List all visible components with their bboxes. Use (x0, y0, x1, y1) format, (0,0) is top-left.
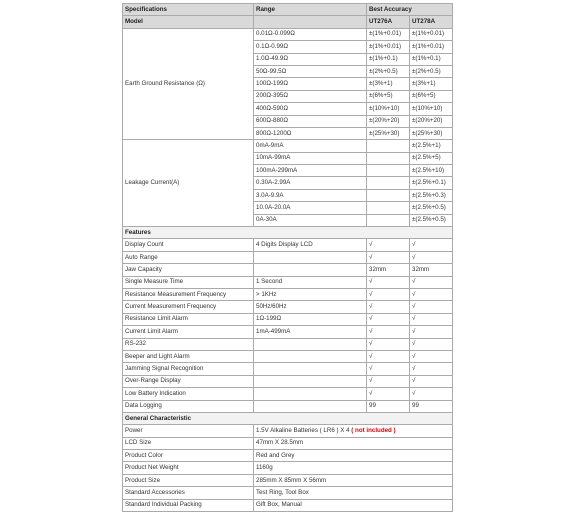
earth-ground-accuracy-ut278a: ±(20%+20) (410, 115, 453, 127)
leakage-current-accuracy-ut276a (367, 140, 410, 152)
earth-ground-range: 100Ω-199Ω (254, 78, 367, 90)
feature-ut278a: √ (410, 239, 453, 251)
table-row (123, 425, 453, 437)
feature-ut276a: √ (367, 313, 410, 325)
feature-range: 50Hz/60Hz (254, 301, 367, 313)
earth-ground-label: Earth Ground Resistance (Ω) (123, 28, 254, 140)
feature-name: Single Measure Time (123, 276, 254, 288)
power-battery-text: 1.5V Alkaline Batteries ( LR6 ) X 4 (256, 426, 350, 434)
feature-ut276a: 99 (367, 400, 410, 412)
leakage-current-range: 3.0A-9.9A (254, 189, 367, 201)
earth-ground-accuracy-ut276a: ±(1%+0.01) (367, 41, 410, 53)
feature-range (254, 264, 367, 276)
earth-ground-range: 0.1Ω-0.99Ω (254, 41, 367, 53)
feature-ut278a: √ (410, 313, 453, 325)
earth-ground-accuracy-ut278a: ±(1%+0.01) (410, 28, 453, 40)
earth-ground-accuracy-ut276a: ±(3%+1) (367, 78, 410, 90)
table-row (123, 450, 453, 462)
general-value: Test Ring, Tool Box (254, 487, 453, 499)
feature-range (254, 375, 367, 387)
table-row (123, 239, 453, 251)
leakage-current-range: 100mA-299mA (254, 165, 367, 177)
earth-ground-range: 50Ω-99.5Ω (254, 65, 367, 77)
earth-ground-accuracy-ut276a: ±(2%+0.5) (367, 65, 410, 77)
feature-ut278a: √ (410, 276, 453, 288)
feature-range: 4 Digits Display LCD (254, 239, 367, 251)
table-row (123, 288, 453, 300)
model-ut278a: UT278A (410, 16, 453, 28)
leakage-current-range: 0mA-9mA (254, 140, 367, 152)
feature-name: Current Limit Alarm (123, 326, 254, 338)
leakage-current-accuracy-ut278a: ±(2.5%+0.5) (410, 202, 453, 214)
feature-ut278a: 32mm (410, 264, 453, 276)
feature-ut278a: √ (410, 375, 453, 387)
table-row (123, 28, 453, 40)
earth-ground-accuracy-ut278a: ±(6%+5) (410, 90, 453, 102)
earth-ground-range: 200Ω-395Ω (254, 90, 367, 102)
leakage-current-accuracy-ut276a (367, 214, 410, 226)
table-row (123, 375, 453, 387)
feature-name: Over-Range Display (123, 375, 254, 387)
feature-range: > 1KHz (254, 288, 367, 300)
general-value: 47mm X 28.5mm (254, 437, 453, 449)
feature-ut276a: √ (367, 350, 410, 362)
feature-ut278a: √ (410, 288, 453, 300)
table-header-row (123, 4, 453, 16)
earth-ground-range: 400Ω-590Ω (254, 103, 367, 115)
earth-ground-accuracy-ut278a: ±(3%+1) (410, 78, 453, 90)
general-name: Standard Individual Packing (123, 499, 254, 511)
earth-ground-accuracy-ut276a: ±(1%+0.01) (367, 28, 410, 40)
leakage-current-accuracy-ut276a (367, 165, 410, 177)
leakage-current-accuracy-ut278a: ±(2.5%+0.1) (410, 177, 453, 189)
feature-name: Data Logging (123, 400, 254, 412)
leakage-current-range: 0A-30A (254, 214, 367, 226)
earth-ground-accuracy-ut276a: ±(1%+0.1) (367, 53, 410, 65)
not-included-note: ( not included ) (351, 426, 396, 434)
specifications-table (122, 3, 453, 512)
earth-ground-accuracy-ut276a: ±(25%+30) (367, 127, 410, 139)
features-section-row (123, 227, 453, 239)
feature-range (254, 363, 367, 375)
earth-ground-range: 0.01Ω-0.099Ω (254, 28, 367, 40)
feature-ut276a: √ (367, 239, 410, 251)
table-row (123, 338, 453, 350)
table-row (123, 474, 453, 486)
features-heading: Features (123, 227, 453, 239)
general-value: 285mm X 85mm X 56mm (254, 474, 453, 486)
feature-name: Current Measurement Frequency (123, 301, 254, 313)
general-value: 1160g (254, 462, 453, 474)
table-row (123, 487, 453, 499)
feature-ut278a: 99 (410, 400, 453, 412)
feature-ut276a: √ (367, 375, 410, 387)
general-name: Product Color (123, 450, 254, 462)
header-spec: Specifications (123, 4, 254, 16)
power-value (254, 425, 453, 437)
feature-name: Low Battery Indication (123, 388, 254, 400)
leakage-current-accuracy-ut278a: ±(2.5%+5) (410, 152, 453, 164)
table-row (123, 301, 453, 313)
general-name: Standard Accessories (123, 487, 254, 499)
feature-ut276a: 32mm (367, 264, 410, 276)
feature-range (254, 400, 367, 412)
earth-ground-accuracy-ut278a: ±(2%+0.5) (410, 65, 453, 77)
feature-name: RS-232 (123, 338, 254, 350)
feature-ut278a: √ (410, 338, 453, 350)
earth-ground-accuracy-ut278a: ±(10%+10) (410, 103, 453, 115)
feature-ut276a: √ (367, 301, 410, 313)
feature-ut278a: √ (410, 363, 453, 375)
general-heading: General Characteristic (123, 412, 453, 424)
leakage-current-accuracy-ut276a (367, 177, 410, 189)
feature-ut276a: √ (367, 338, 410, 350)
feature-range: 1mA-499mA (254, 326, 367, 338)
table-row (123, 350, 453, 362)
general-section-row (123, 412, 453, 424)
leakage-current-accuracy-ut278a: ±(2.5%+10) (410, 165, 453, 177)
feature-name: Auto Range (123, 251, 254, 263)
general-value: Red and Grey (254, 450, 453, 462)
feature-range: 1 Second (254, 276, 367, 288)
leakage-current-accuracy-ut276a (367, 202, 410, 214)
leakage-current-range: 10.0A-20.0A (254, 202, 367, 214)
table-row (123, 140, 453, 152)
feature-ut276a: √ (367, 288, 410, 300)
feature-ut278a: √ (410, 251, 453, 263)
table-row (123, 276, 453, 288)
general-name: Product Size (123, 474, 254, 486)
feature-name: Jamming Signal Recognition (123, 363, 254, 375)
model-row (123, 16, 453, 28)
general-name: Product Net Weight (123, 462, 254, 474)
header-accuracy: Best Accuracy (367, 4, 453, 16)
leakage-current-range: 10mA-99mA (254, 152, 367, 164)
feature-name: Display Count (123, 239, 254, 251)
feature-ut276a: √ (367, 251, 410, 263)
feature-ut278a: √ (410, 301, 453, 313)
table-row (123, 437, 453, 449)
feature-range (254, 350, 367, 362)
feature-name: Jaw Capacity (123, 264, 254, 276)
table-row (123, 499, 453, 511)
feature-ut278a: √ (410, 350, 453, 362)
earth-ground-accuracy-ut278a: ±(1%+0.1) (410, 53, 453, 65)
earth-ground-range: 800Ω-1200Ω (254, 127, 367, 139)
table-row (123, 313, 453, 325)
leakage-current-accuracy-ut278a: ±(2.5%+0.5) (410, 214, 453, 226)
feature-ut278a: √ (410, 326, 453, 338)
feature-range (254, 388, 367, 400)
model-range-empty (254, 16, 367, 28)
feature-ut276a: √ (367, 388, 410, 400)
earth-ground-accuracy-ut276a: ±(6%+5) (367, 90, 410, 102)
leakage-current-accuracy-ut278a: ±(2.5%+1) (410, 140, 453, 152)
leakage-current-range: 0.30A-2.99A (254, 177, 367, 189)
general-value: Gift Box, Manual (254, 499, 453, 511)
model-label: Model (123, 16, 254, 28)
table-row (123, 326, 453, 338)
leakage-current-accuracy-ut276a (367, 189, 410, 201)
table-row (123, 388, 453, 400)
earth-ground-range: 600Ω-880Ω (254, 115, 367, 127)
earth-ground-accuracy-ut276a: ±(20%+20) (367, 115, 410, 127)
model-ut276a: UT276A (367, 16, 410, 28)
feature-name: Beeper and Light Alarm (123, 350, 254, 362)
feature-ut276a: √ (367, 326, 410, 338)
feature-range (254, 251, 367, 263)
feature-range (254, 338, 367, 350)
feature-ut276a: √ (367, 363, 410, 375)
feature-name: Resistance Limit Alarm (123, 313, 254, 325)
power-label: Power (123, 425, 254, 437)
leakage-current-label: Leakage Current(A) (123, 140, 254, 227)
table-row (123, 400, 453, 412)
header-range: Range (254, 4, 367, 16)
earth-ground-accuracy-ut278a: ±(1%+0.01) (410, 41, 453, 53)
earth-ground-range: 1.0Ω-49.9Ω (254, 53, 367, 65)
table-row (123, 264, 453, 276)
general-name: LCD Size (123, 437, 254, 449)
feature-range: 1Ω-199Ω (254, 313, 367, 325)
table-row (123, 462, 453, 474)
table-row (123, 251, 453, 263)
table-row (123, 363, 453, 375)
leakage-current-accuracy-ut276a (367, 152, 410, 164)
earth-ground-accuracy-ut276a: ±(10%+10) (367, 103, 410, 115)
feature-name: Resistance Measurement Frequency (123, 288, 254, 300)
feature-ut278a: √ (410, 388, 453, 400)
feature-ut276a: √ (367, 276, 410, 288)
leakage-current-accuracy-ut278a: ±(2.5%+0.3) (410, 189, 453, 201)
earth-ground-accuracy-ut278a: ±(25%+30) (410, 127, 453, 139)
